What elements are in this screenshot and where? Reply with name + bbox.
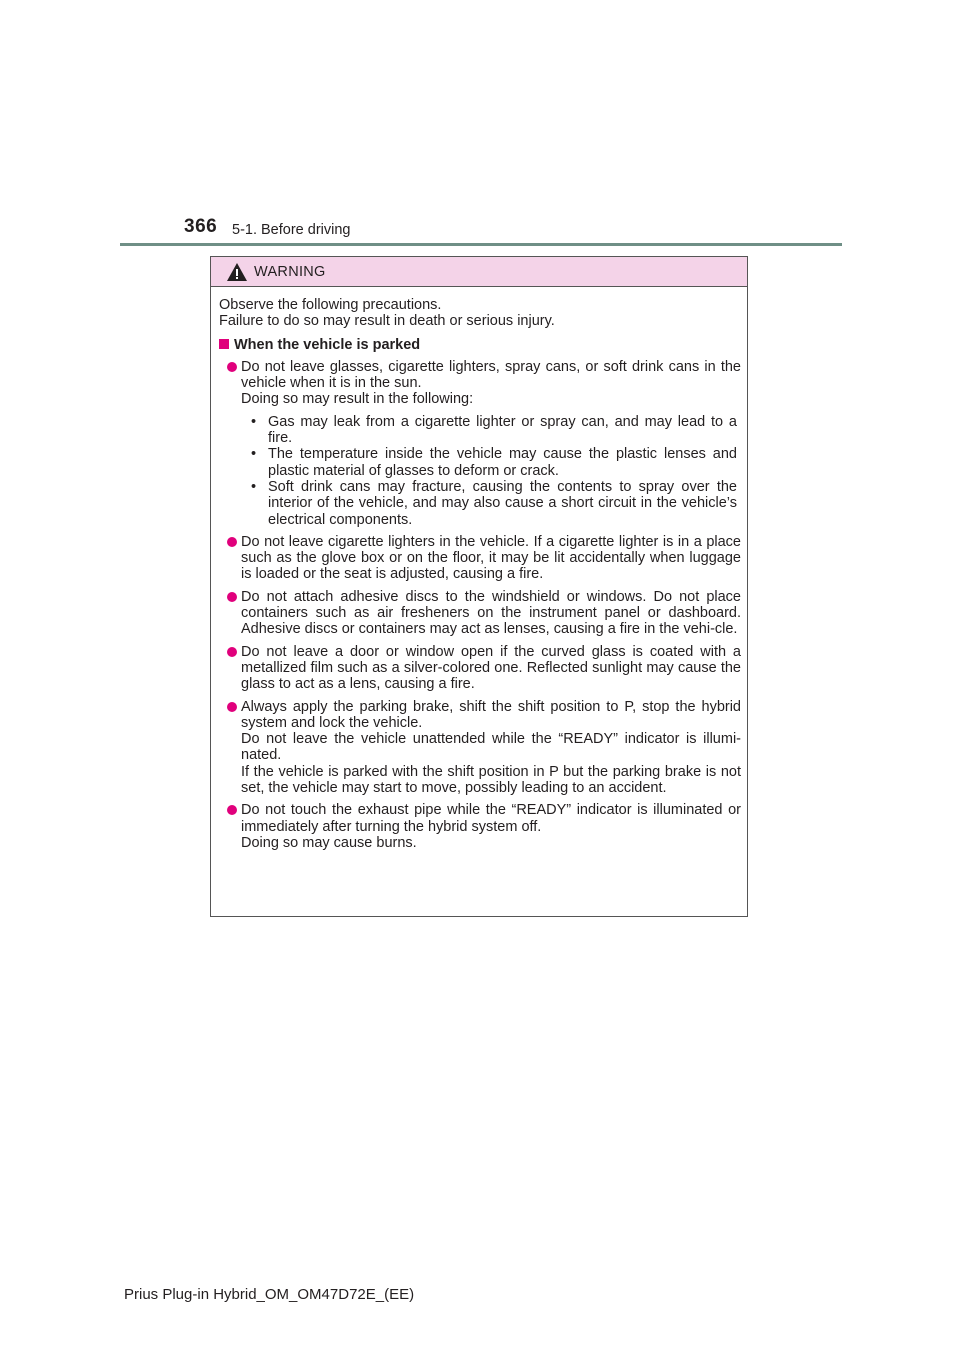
warning-body <box>211 287 747 851</box>
warning-triangle-icon <box>226 262 248 282</box>
section-title: 5-1. Before driving <box>232 222 351 238</box>
circle-bullet-icon <box>227 647 237 657</box>
list-item <box>219 802 741 851</box>
circle-bullet-icon <box>227 592 237 602</box>
item-text: Do not touch the exhaust pipe while the “READY” indicator is illuminated or immediately after turning the hybrid system off. <box>241 802 741 835</box>
item-extra: Doing so may cause burns. <box>241 834 417 851</box>
sub-list-item: • Soft drink cans may fracture, causing the contents to spray over the interior of the vehicle, and may also cause a short circuit in the vehicle’s electrical components. <box>241 479 737 528</box>
circle-bullet-icon <box>227 362 237 372</box>
item-text: Do not leave a door or window open if the curved glass is coated with a metallized film such as a silver-colored one. Reflected sunlight may cause the glass to act as a lens, causing a fire. <box>241 643 741 693</box>
item-text: Do not attach adhesive discs to the windshield or windows. Do not place containers such as air fresheners on the instrument panel or dashboard. Adhesive discs or containers may act as lenses, causing a fire in the vehi-cle. <box>241 588 741 638</box>
circle-bullet-icon <box>227 702 237 712</box>
item-extra: If the vehicle is parked with the shift position in P but the parking brake is not set, the vehicle may start to move, possibly leading to an accident. <box>241 763 741 797</box>
subheading-text: When the vehicle is parked <box>234 336 421 353</box>
warning-intro <box>219 297 741 330</box>
circle-bullet-icon <box>227 805 237 815</box>
item-text: Do not leave glasses, cigarette lighters, spray cans, or soft drink cans in the vehicle when it is in the sun. <box>241 358 741 392</box>
circle-bullet-icon <box>227 537 237 547</box>
sub-list-item: • The temperature inside the vehicle may cause the plastic lenses and plastic material of glasses to deform or crack. <box>241 446 737 479</box>
list-item <box>219 359 741 528</box>
warning-header <box>211 257 747 287</box>
subheading <box>219 337 741 353</box>
item-text: Always apply the parking brake, shift the shift position to P, stop the hybrid system and lock the vehicle. <box>241 698 741 731</box>
item-extra: Doing so may result in the following: <box>241 391 474 408</box>
sub-list-item: • Gas may leak from a cigarette lighter or spray can, and may lead to a fire. <box>241 414 737 447</box>
warning-items <box>219 359 741 851</box>
list-item <box>219 699 741 797</box>
warning-box <box>210 256 748 917</box>
list-item <box>219 534 741 583</box>
intro-line: Observe the following precautions. <box>219 297 442 313</box>
warning-title: WARNING <box>254 263 326 280</box>
list-item <box>219 644 741 693</box>
page-number: 366 <box>184 216 218 237</box>
intro-line: Failure to do so may result in death or serious injury. <box>219 313 555 330</box>
header-rule <box>120 243 842 246</box>
item-text: Do not leave cigarette lighters in the vehicle. If a cigarette lighter is in a place such as the glove box or on the floor, it may be lit accidentally when luggage is loaded or the seat is adjusted, causing a fire. <box>241 533 741 583</box>
sub-list <box>241 414 741 528</box>
document-title: Prius Plug-in Hybrid_OM_OM47D72E_(EE) <box>124 1286 415 1303</box>
square-bullet-icon <box>219 339 229 349</box>
list-item <box>219 589 741 638</box>
item-extra: Do not leave the vehicle unattended while the “READY” indicator is illumi-nated. <box>241 731 741 764</box>
